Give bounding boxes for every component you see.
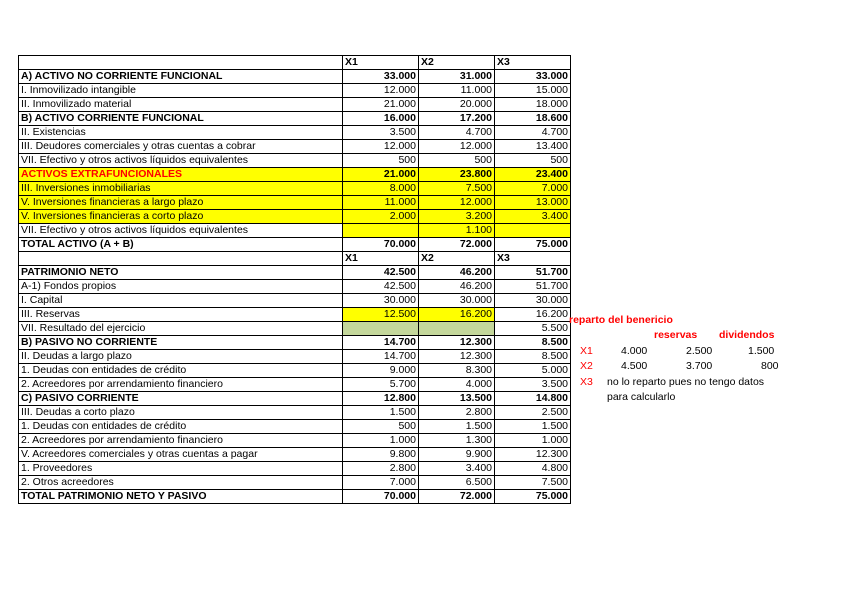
- row-label: 1. Proveedores: [19, 462, 343, 476]
- row-value: 70.000: [343, 238, 419, 252]
- table-row: [19, 84, 571, 98]
- table-row: [19, 56, 571, 70]
- column-header: X3: [495, 56, 571, 70]
- row-label: V. Inversiones financieras a corto plazo: [19, 210, 343, 224]
- row-value: 8.500: [495, 350, 571, 364]
- row-value: 12.000: [343, 140, 419, 154]
- row-value: 23.400: [495, 168, 571, 182]
- row-value: 7.000: [495, 182, 571, 196]
- row-value: 8.000: [343, 182, 419, 196]
- row-value: 12.000: [419, 196, 495, 210]
- notes-x3-text-1: no lo reparto pues no tengo datos: [607, 376, 765, 388]
- table-row: [19, 112, 571, 126]
- row-value: 7.500: [495, 476, 571, 490]
- row-label: V. Acreedores comerciales y otras cuentas a pagar: [19, 448, 343, 462]
- row-value: 31.000: [419, 70, 495, 84]
- table-row: [19, 392, 571, 406]
- table-row: [19, 224, 571, 238]
- column-header: X3: [495, 252, 571, 266]
- table-row: [19, 420, 571, 434]
- row-value: 4.700: [419, 126, 495, 140]
- row-label: PATRIMONIO NETO: [19, 266, 343, 280]
- row-label: I. Inmovilizado intangible: [19, 84, 343, 98]
- table-row: [19, 350, 571, 364]
- row-value: 4.700: [495, 126, 571, 140]
- row-value: 6.500: [419, 476, 495, 490]
- row-label: TOTAL ACTIVO (A + B): [19, 238, 343, 252]
- table-row: [19, 336, 571, 350]
- row-label: VII. Efectivo y otros activos líquidos equivalentes: [19, 224, 343, 238]
- row-value: 3.200: [419, 210, 495, 224]
- row-value: 16.200: [419, 308, 495, 322]
- row-value: 500: [343, 420, 419, 434]
- balance-sheet-body: [19, 56, 571, 504]
- row-value: 14.700: [343, 336, 419, 350]
- row-value: 33.000: [495, 70, 571, 84]
- notes-title: reparto del benericio: [569, 314, 673, 326]
- table-row: [19, 140, 571, 154]
- row-label: ACTIVOS EXTRAFUNCIONALES: [19, 168, 343, 182]
- row-value: 1.000: [495, 434, 571, 448]
- table-row: [19, 434, 571, 448]
- row-value: 46.200: [419, 266, 495, 280]
- table-row: [19, 280, 571, 294]
- row-value: 14.700: [343, 350, 419, 364]
- table-row: [19, 378, 571, 392]
- row-label: B) PASIVO NO CORRIENTE: [19, 336, 343, 350]
- row-value: 7.000: [343, 476, 419, 490]
- row-value: 20.000: [419, 98, 495, 112]
- table-row: [19, 476, 571, 490]
- row-value: 75.000: [495, 238, 571, 252]
- row-value: 4.000: [419, 378, 495, 392]
- table-row: [19, 210, 571, 224]
- table-row: [19, 448, 571, 462]
- row-label: V. Inversiones financieras a largo plazo: [19, 196, 343, 210]
- row-value: 5.000: [495, 364, 571, 378]
- row-value: 21.000: [343, 98, 419, 112]
- table-row: [19, 98, 571, 112]
- balance-sheet-table: [18, 55, 571, 504]
- row-label: A-1) Fondos propios: [19, 280, 343, 294]
- row-value: 1.500: [495, 420, 571, 434]
- column-header: X2: [419, 252, 495, 266]
- row-value: 12.500: [343, 308, 419, 322]
- row-value: 12.300: [495, 448, 571, 462]
- notes-x1-dividendos: 1.500: [748, 345, 775, 357]
- row-value: 13.000: [495, 196, 571, 210]
- row-value: 1.300: [419, 434, 495, 448]
- row-value: 9.000: [343, 364, 419, 378]
- table-row: [19, 490, 571, 504]
- row-value: 3.500: [343, 126, 419, 140]
- notes-x2-dividendos: 800: [761, 360, 779, 372]
- row-value: 500: [419, 154, 495, 168]
- row-value: 21.000: [343, 168, 419, 182]
- row-value: 12.300: [419, 350, 495, 364]
- row-value: 30.000: [495, 294, 571, 308]
- table-row: [19, 364, 571, 378]
- row-value: [343, 322, 419, 336]
- row-label: C) PASIVO CORRIENTE: [19, 392, 343, 406]
- row-label: II. Existencias: [19, 126, 343, 140]
- row-label: [19, 252, 343, 266]
- row-value: 30.000: [343, 294, 419, 308]
- row-label: B) ACTIVO CORRIENTE FUNCIONAL: [19, 112, 343, 126]
- row-value: 13.500: [419, 392, 495, 406]
- row-value: 1.500: [419, 420, 495, 434]
- row-label: 1. Deudas con entidades de crédito: [19, 364, 343, 378]
- row-value: 5.500: [495, 322, 571, 336]
- table-row: [19, 168, 571, 182]
- row-value: 11.000: [419, 84, 495, 98]
- row-value: 11.000: [343, 196, 419, 210]
- table-row: [19, 308, 571, 322]
- row-value: 16.000: [343, 112, 419, 126]
- table-row: [19, 238, 571, 252]
- notes-header-dividendos: dividendos: [719, 329, 775, 341]
- notes-x1-reservas: 2.500: [686, 345, 713, 357]
- row-label: 2. Acreedores por arrendamiento financiero: [19, 378, 343, 392]
- row-value: 12.800: [343, 392, 419, 406]
- row-value: 500: [495, 154, 571, 168]
- row-label: TOTAL PATRIMONIO NETO Y PASIVO: [19, 490, 343, 504]
- table-row: [19, 266, 571, 280]
- table-row: [19, 126, 571, 140]
- row-value: 30.000: [419, 294, 495, 308]
- notes-x3-label: X3: [580, 376, 593, 388]
- row-value: 33.000: [343, 70, 419, 84]
- table-row: [19, 294, 571, 308]
- notes-header-reservas: reservas: [654, 329, 698, 341]
- column-header: X1: [343, 252, 419, 266]
- row-value: 18.000: [495, 98, 571, 112]
- row-value: 3.400: [495, 210, 571, 224]
- table-row: [19, 252, 571, 266]
- row-value: 2.800: [343, 462, 419, 476]
- notes-x3-text-2: para calcularlo: [607, 391, 676, 403]
- notes-x1-total: 4.000: [621, 345, 648, 357]
- row-label: III. Deudores comerciales y otras cuentas a cobrar: [19, 140, 343, 154]
- row-value: 1.000: [343, 434, 419, 448]
- row-label: VII. Resultado del ejercicio: [19, 322, 343, 336]
- row-value: [419, 322, 495, 336]
- table-row: [19, 154, 571, 168]
- row-label: III. Reservas: [19, 308, 343, 322]
- row-label: A) ACTIVO NO CORRIENTE FUNCIONAL: [19, 70, 343, 84]
- row-value: 42.500: [343, 280, 419, 294]
- row-value: 4.800: [495, 462, 571, 476]
- row-label: I. Capital: [19, 294, 343, 308]
- notes-x2-total: 4.500: [621, 360, 648, 372]
- row-value: 1.100: [419, 224, 495, 238]
- table-row: [19, 70, 571, 84]
- row-value: 1.500: [343, 406, 419, 420]
- column-header: X1: [343, 56, 419, 70]
- row-value: 17.200: [419, 112, 495, 126]
- row-value: 12.000: [419, 140, 495, 154]
- table-row: [19, 196, 571, 210]
- row-value: 2.000: [343, 210, 419, 224]
- row-value: 51.700: [495, 266, 571, 280]
- row-label: II. Deudas a largo plazo: [19, 350, 343, 364]
- row-label: 2. Otros acreedores: [19, 476, 343, 490]
- row-value: 75.000: [495, 490, 571, 504]
- row-value: 72.000: [419, 238, 495, 252]
- row-label: III. Inversiones inmobiliarias: [19, 182, 343, 196]
- row-label: 1. Deudas con entidades de crédito: [19, 420, 343, 434]
- row-value: 16.200: [495, 308, 571, 322]
- row-value: 42.500: [343, 266, 419, 280]
- table-row: [19, 182, 571, 196]
- row-value: 9.800: [343, 448, 419, 462]
- row-value: 15.000: [495, 84, 571, 98]
- table-row: [19, 322, 571, 336]
- row-value: 46.200: [419, 280, 495, 294]
- row-value: 5.700: [343, 378, 419, 392]
- notes-x1-label: X1: [580, 345, 593, 357]
- row-value: 7.500: [419, 182, 495, 196]
- row-label: VII. Efectivo y otros activos líquidos equivalentes: [19, 154, 343, 168]
- row-label: 2. Acreedores por arrendamiento financiero: [19, 434, 343, 448]
- table-row: [19, 406, 571, 420]
- row-value: 3.500: [495, 378, 571, 392]
- row-value: 72.000: [419, 490, 495, 504]
- row-value: 51.700: [495, 280, 571, 294]
- row-value: 70.000: [343, 490, 419, 504]
- row-label: II. Inmovilizado material: [19, 98, 343, 112]
- row-value: 2.500: [495, 406, 571, 420]
- row-value: 23.800: [419, 168, 495, 182]
- row-value: 8.300: [419, 364, 495, 378]
- row-value: [495, 224, 571, 238]
- row-value: 12.300: [419, 336, 495, 350]
- row-value: [343, 224, 419, 238]
- column-header: X2: [419, 56, 495, 70]
- row-value: 8.500: [495, 336, 571, 350]
- notes-x2-label: X2: [580, 360, 593, 372]
- row-value: 2.800: [419, 406, 495, 420]
- table-row: [19, 462, 571, 476]
- row-value: 9.900: [419, 448, 495, 462]
- notes-x2-reservas: 3.700: [686, 360, 713, 372]
- row-value: 500: [343, 154, 419, 168]
- row-value: 18.600: [495, 112, 571, 126]
- row-value: 14.800: [495, 392, 571, 406]
- row-value: 13.400: [495, 140, 571, 154]
- row-value: 12.000: [343, 84, 419, 98]
- row-label: III. Deudas a corto plazo: [19, 406, 343, 420]
- row-label: [19, 56, 343, 70]
- row-value: 3.400: [419, 462, 495, 476]
